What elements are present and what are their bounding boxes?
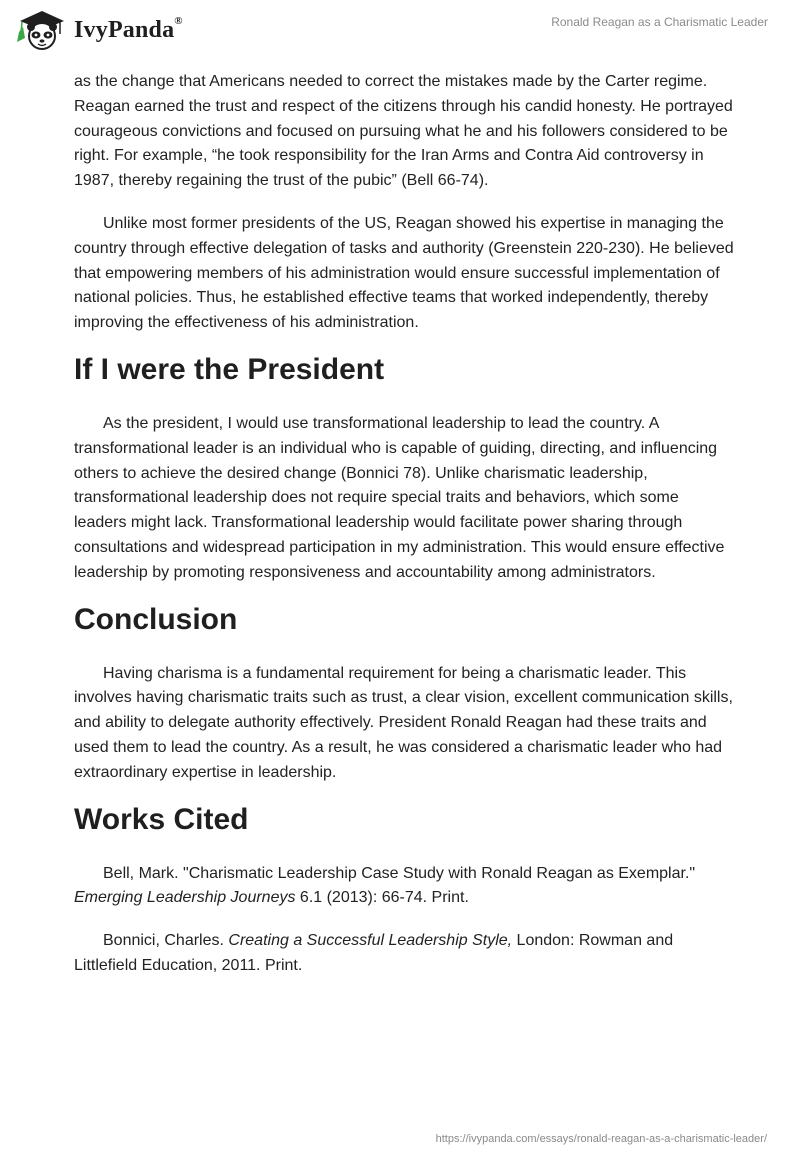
citation-book: Creating a Successful Leadership Style, [228, 932, 513, 950]
body-paragraph: As the president, I would use transformational leadership to lead the country. A transformational leader is an individual who is capable of guiding, directing, and influencing others to achieve the desired change (Bonnici 78). Unlike charismatic leadership, transformational leadership does not require special traits and behaviors, which some leaders might lack. Transformational leadership would facilitate power sharing through consultations and widespread participation in my administration. This would ensure effective leadership by promoting responsiveness and accountability among administrators. [74, 414, 725, 581]
essay-content [74, 70, 734, 979]
section-heading-works-cited: Works Cited [74, 802, 249, 836]
page-header [0, 0, 800, 70]
panda-graduate-icon [14, 8, 70, 52]
registered-mark: ® [174, 14, 183, 27]
document-title: Ronald Reagan as a Charismatic Leader [551, 15, 768, 29]
body-paragraph: Having charisma is a fundamental requirement for being a charismatic leader. This involves having charismatic traits such as trust, a clear vision, excellent communication skills, and ability to delegate authority effectively. President Ronald Reagan had these traits and used them to lead the country. As a result, he was considered a charismatic leader who had extraordinary expertise in leadership. [74, 664, 733, 781]
body-paragraph: as the change that Americans needed to correct the mistakes made by the Carter regime. Reagan earned the trust and respect of the citizens through his candid honesty. He portrayed courageous convictions and focused on pursuing what he and his followers considered to be right. For example, “he took responsibility for the Iran Arms and Contra Aid controversy in 1987, thereby regaining the trust of the pubic” (Bell 66-74). [74, 73, 733, 190]
body-paragraph: Unlike most former presidents of the US, Reagan showed his expertise in managing the country through effective delegation of tasks and authority (Greenstein 220-230). He believed that empowering members of his administration would ensure successful implementation of national policies. Thus, he established effective teams that worked independently, thereby improving the effectiveness of his administration. [74, 214, 734, 332]
section-heading-conclusion: Conclusion [74, 602, 238, 636]
section-heading-president: If I were the President [74, 352, 385, 386]
brand-name: IvyPanda® [74, 14, 183, 43]
brand-logo[interactable] [14, 8, 183, 52]
citation-text: London: Rowman and Littlefield Education, 2011. Print. [74, 932, 674, 974]
citation-journal: Emerging Leadership Journeys [74, 889, 296, 907]
citation-text: Bonnici, Charles. [103, 932, 229, 950]
citation-text: 6.1 (2013): 66-74. Print. [295, 889, 469, 907]
citation-entry [74, 929, 734, 979]
source-url[interactable]: https://ivypanda.com/essays/ronald-reagan-as-a-charismatic-leader/ [435, 1133, 767, 1145]
citation-entry [74, 862, 734, 912]
citation-text: Bell, Mark. "Charismatic Leadership Case Study with Ronald Reagan as Exemplar." [103, 864, 696, 882]
